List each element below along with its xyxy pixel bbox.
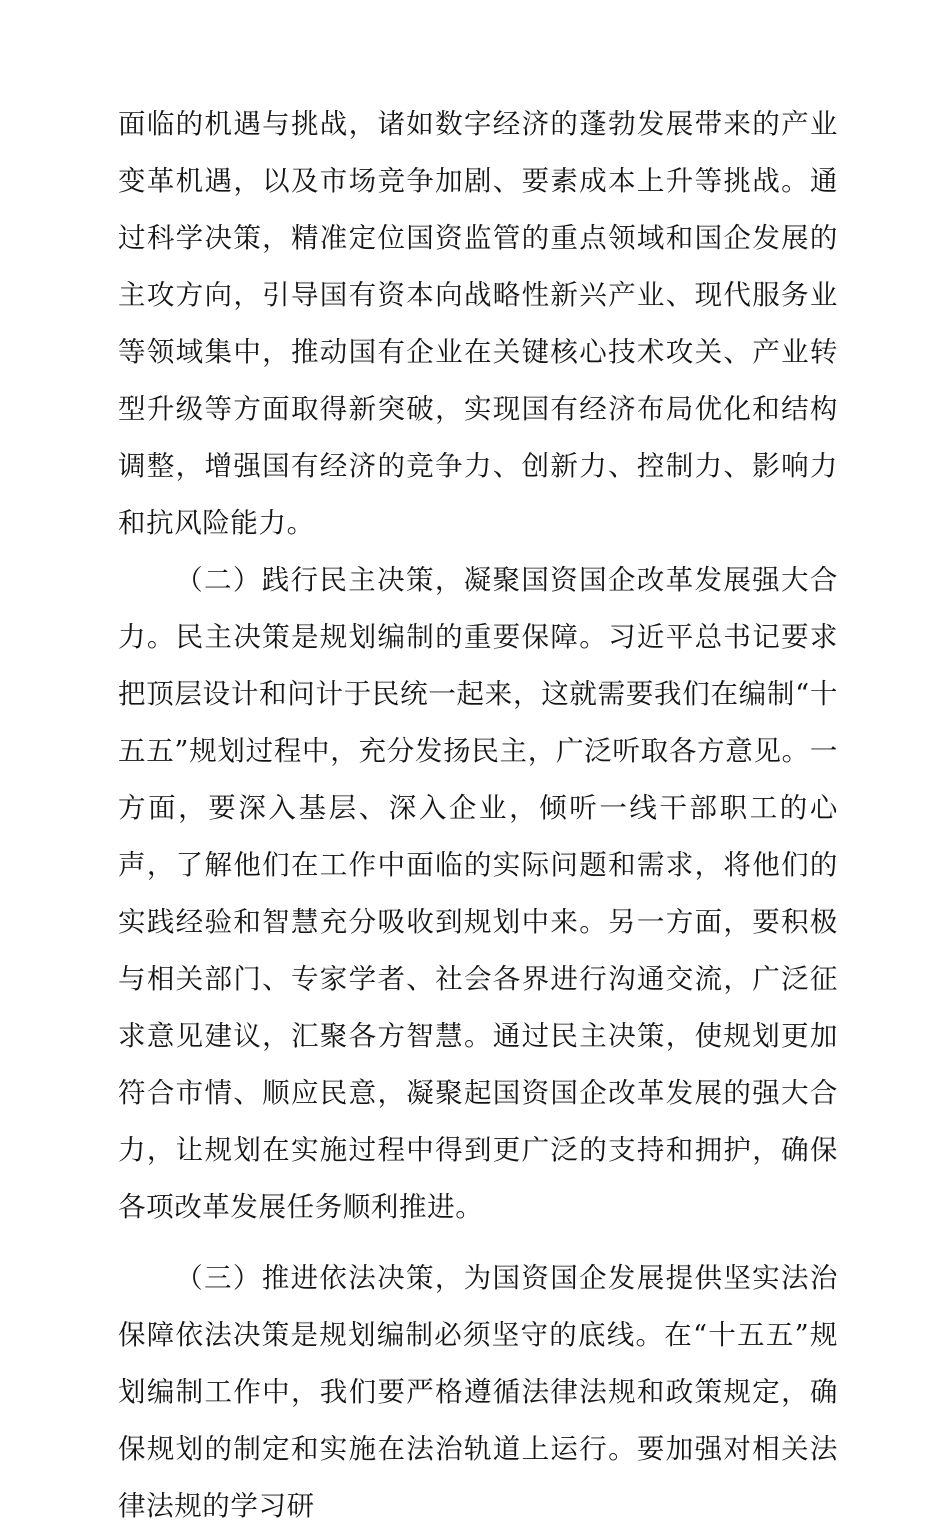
- paragraph-section-two: （二）践行民主决策，凝聚国资国企改革发展强大合力。民主决策是规划编制的重要保障。习近平总书记要求把顶层设计和问计于民统一起来，这就需要我们在编制“十五五”规划过程中，充分发扬民主，广泛听取各方意见。一方面，要深入基层、深入企业，倾听一线干部职工的心声，了解他们在工作中面临的实际问题和需求，将他们的实践经验和智慧充分吸收到规划中来。另一方面，要积极与相关部门、专家学者、社会各界进行沟通交流，广泛征求意见建议，汇聚各方智慧。通过民主决策，使规划更加符合市情、顺应民意，凝聚起国资国企改革发展的强大合力，让规划在实施过程中得到更广泛的支持和拥护，确保各项改革发展任务顺利推进。: [118, 564, 838, 1223]
- paragraph-continuation: 面临的机遇与挑战，诸如数字经济的蓬勃发展带来的产业变革机遇，以及市场竞争加剧、要素成本上升等挑战。通过科学决策，精准定位国资监管的重点领域和国企发展的主攻方向，引导国有资本向战略性新兴产业、现代服务业等领域集中，推动国有企业在关键核心技术攻关、产业转型升级等方面取得新突破，实现国有经济布局优化和结构调整，增强国有经济的竞争力、创新力、控制力、影响力和抗风险能力。: [118, 108, 838, 539]
- paragraph-section-three: （三）推进依法决策，为国资国企发展提供坚实法治保障依法决策是规划编制必须坚守的底线。在“十五五”规划编制工作中，我们要严格遵循法律法规和政策规定，确保规划的制定和实施在法治轨道上运行。要加强对相关法律法规的学习研: [118, 1262, 838, 1522]
- paragraph-gap: [118, 1236, 838, 1250]
- document-body: [118, 96, 838, 1535]
